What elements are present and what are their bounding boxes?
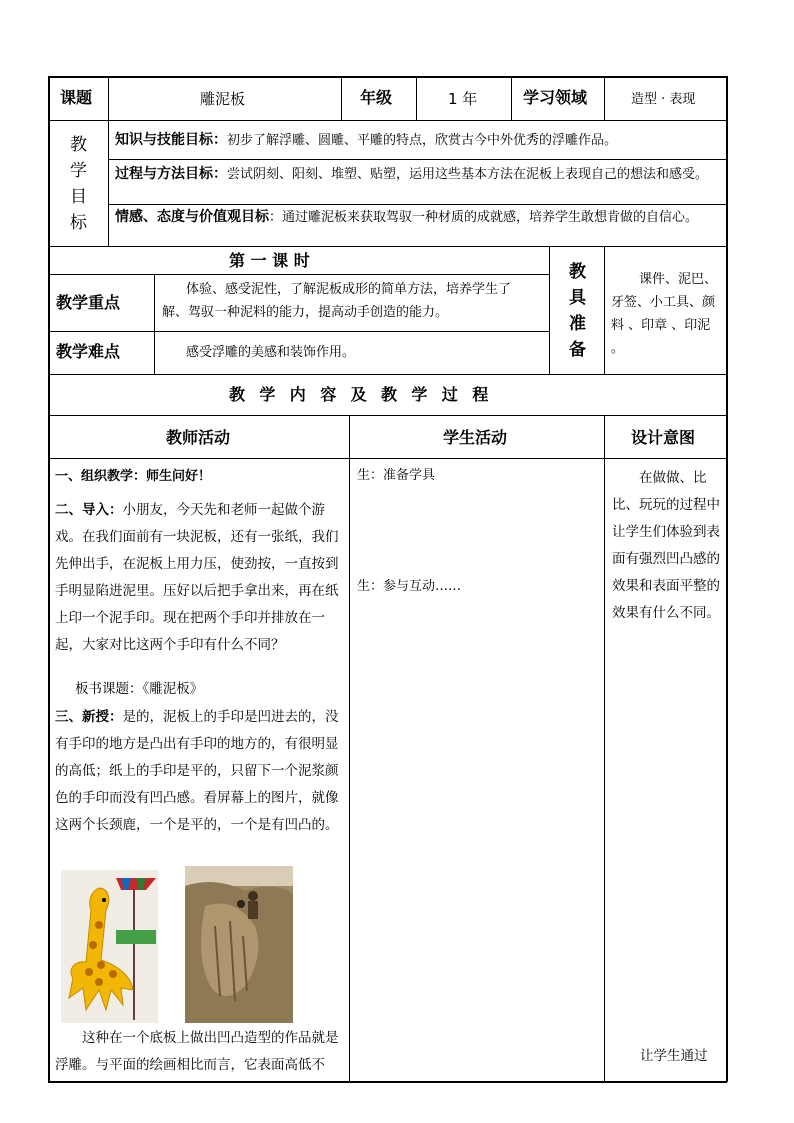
teacher-step-3-head: 三、新授： xyxy=(55,709,123,725)
relief-giraffe-image xyxy=(185,866,293,1023)
flat-giraffe-image xyxy=(61,870,158,1023)
col-divider xyxy=(604,415,605,1082)
col-divider xyxy=(349,415,350,1082)
emotion-objective-title: 情感、态度与价值观目标 xyxy=(115,209,269,225)
process-objective-title: 过程与方法目标： xyxy=(115,166,227,182)
session-title: 第 一 课 时 xyxy=(229,251,310,270)
tools-label-char: 教 xyxy=(569,262,586,282)
field-label: 学习领域 xyxy=(523,88,588,107)
emotion-objective-text: ：通过雕泥板来获取驾驭一种材质的成就感，培养学生敢想肯做的自信心。 xyxy=(269,210,699,225)
key-point-label: 教学重点 xyxy=(56,293,121,312)
teacher-step-2-text: 小朋友，今天先和老师一起做个游戏。在我们面前有一块泥板，还有一张纸，我们先伸出手，在泥板上用力压，使劲按，一直按到手明显陷进泥里。压好以后把手拿出来，再在纸上印一个泥手印。现在把两个手印并排放在一起，大家对比这两个手印有什么不同？ xyxy=(55,502,339,653)
col-divider xyxy=(154,274,155,375)
row-divider xyxy=(48,374,727,375)
knowledge-objective-text: 初步了解浮雕、圆雕、平雕的特点，欣赏古今中外优秀的浮雕作品。 xyxy=(227,133,618,148)
difficulty-label: 教学难点 xyxy=(56,342,121,361)
objectives-label-char: 学 xyxy=(70,161,87,181)
objectives-label-char: 目 xyxy=(70,187,87,207)
design-intent-1: 在做做、比比、玩玩的过程中让学生们体验到表面有强烈凹凸感的效果和表面平整的效果有什么不同。 xyxy=(612,470,720,621)
tools-label-char: 具 xyxy=(569,288,586,308)
student-activity-1: 生：准备学具 xyxy=(357,468,436,483)
teacher-step-2-head: 二、导入： xyxy=(55,502,123,518)
process-title: 教学内容及教学过程 xyxy=(229,385,503,404)
field-value: 造型 · 表现 xyxy=(631,92,696,107)
tools-label-char: 备 xyxy=(569,340,586,360)
difficulty-text: 感受浮雕的美感和装饰作用。 xyxy=(186,345,356,360)
teacher-step-3 xyxy=(55,704,348,839)
design-intent-2: 让学生通过 xyxy=(640,1048,708,1064)
grade-label: 年级 xyxy=(360,88,393,107)
table-bottom-border xyxy=(48,1081,727,1083)
row-divider xyxy=(48,458,727,459)
col-design-header: 设计意图 xyxy=(631,428,696,447)
col-divider xyxy=(341,76,342,121)
row-divider xyxy=(48,120,727,121)
col-divider xyxy=(549,246,550,375)
table-left-border xyxy=(48,76,50,1082)
student-activity-2: 生：参与互动…… xyxy=(357,579,462,594)
emotion-objective xyxy=(115,208,721,227)
row-divider xyxy=(48,274,549,275)
topic-value: 雕泥板 xyxy=(200,90,246,108)
col-divider xyxy=(604,246,605,375)
process-objective-text: 尝试阴刻、阳刻、堆塑、贴塑，运用这些基本方法在泥板上表现自己的想法和感受。 xyxy=(227,167,709,182)
row-divider xyxy=(48,331,549,332)
process-objective xyxy=(115,165,721,184)
teacher-step-4: 这种在一个底板上做出凹凸造型的作品就是浮雕。与平面的绘画相比而言，它表面高低不 xyxy=(55,1030,339,1073)
table-right-border xyxy=(726,76,728,1082)
teacher-step-1: 一、组织教学：师生问好！ xyxy=(55,469,212,484)
col-divider xyxy=(604,76,605,121)
knowledge-objective-title: 知识与技能目标： xyxy=(115,132,227,148)
tools-label-char: 准 xyxy=(569,314,586,334)
col-teacher-header: 教师活动 xyxy=(166,428,231,447)
tools-text: 课件、泥巴、牙签、小工具、颜料 、印章 、印泥 。 xyxy=(611,272,718,356)
teacher-step-3-text: 是的，泥板上的手印是凹进去的，没有手印的地方是凸出有手印的地方的，有很明显的高低；纸上的手印是平的，只留下一个泥浆颜色的手印而没有凹凸感。看屏幕上的图片，就像这两个长颈鹿，一个是平的，一个是有凹凸的。 xyxy=(55,709,339,833)
table-top-border xyxy=(48,76,727,78)
col-divider xyxy=(511,76,512,121)
objectives-label-char: 标 xyxy=(70,213,87,233)
col-divider xyxy=(108,120,109,247)
objectives-label-char: 教 xyxy=(70,135,87,155)
key-point-text: 体验、感受泥性，了解泥板成形的简单方法，培养学生了解、驾驭一种泥料的能力，提高动手创造的能力。 xyxy=(162,282,512,320)
col-divider xyxy=(416,76,417,121)
col-divider xyxy=(108,76,109,121)
row-divider xyxy=(108,204,727,205)
board-title: 板书课题：《雕泥板》 xyxy=(75,681,204,697)
grade-value: 1 年 xyxy=(448,90,478,108)
teacher-step-2 xyxy=(55,497,348,659)
row-divider xyxy=(48,415,727,416)
topic-label: 课题 xyxy=(60,88,93,107)
knowledge-objective xyxy=(115,131,721,150)
row-divider xyxy=(108,159,727,160)
col-student-header: 学生活动 xyxy=(443,428,508,447)
row-divider xyxy=(48,246,727,247)
